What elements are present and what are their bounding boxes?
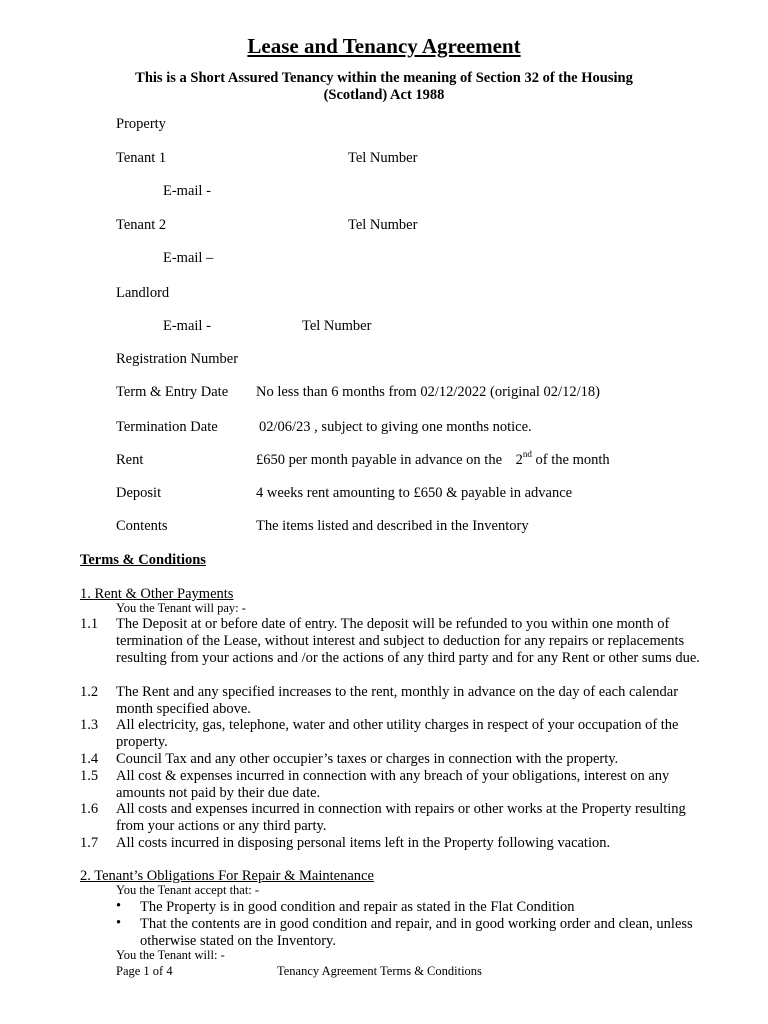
tenant2-tel-label: Tel Number [348, 217, 418, 233]
termination-value: 02/06/23 , subject to giving one months notice. [259, 419, 532, 435]
item-text: All electricity, gas, telephone, water and other utility charges in respect of your occupation of the property. [116, 717, 679, 750]
deposit-label: Deposit [116, 485, 162, 501]
landlord-email-label: E-mail - [163, 318, 211, 334]
tenant2-label: Tenant 2 [116, 217, 167, 233]
page-number: Page 1 of 4 [116, 964, 173, 978]
bullet-icon: • [116, 915, 122, 931]
item-text: All cost & expenses incurred in connection with any breach of your obligations, interest on any amounts not paid by their due date. [116, 768, 670, 801]
footer-doc-title: Tenancy Agreement Terms & Conditions [277, 964, 482, 978]
deposit-value: 4 weeks rent amounting to £650 & payable in advance [256, 485, 573, 501]
item-text: Council Tax and any other occupier’s taxes or charges in connection with the property. [116, 751, 619, 767]
rent-value-text: £650 per month payable in advance on the [256, 452, 503, 468]
landlord-tel-label: Tel Number [302, 318, 372, 334]
tenant1-label: Tenant 1 [116, 150, 167, 166]
item-number: 1.2 [80, 684, 99, 700]
tenant1-tel-label: Tel Number [348, 150, 418, 166]
item-number: 1.5 [80, 768, 99, 784]
page-title: Lease and Tenancy Agreement [247, 34, 521, 58]
bullet-text: That the contents are in good condition and repair, and in good working order and clean, unless otherwise stated on the Inventory. [140, 916, 693, 949]
item-number: 1.6 [80, 801, 99, 817]
contents-value: The items listed and described in the Inventory [256, 518, 529, 534]
bullet-text: The Property is in good condition and repair as stated in the Flat Condition [140, 899, 575, 915]
section2-outro: You the Tenant will: - [116, 948, 225, 962]
item-text: All costs incurred in disposing personal items left in the Property following vacation. [116, 835, 611, 851]
rent-value [256, 449, 610, 469]
property-label: Property [116, 116, 166, 132]
bullet-icon: • [116, 898, 122, 914]
section2-heading: 2. Tenant’s Obligations For Repair & Maintenance [80, 868, 374, 884]
section1-heading: 1. Rent & Other Payments [80, 586, 234, 602]
item-number: 1.4 [80, 751, 99, 767]
item-number: 1.3 [80, 717, 99, 733]
item-text: The Deposit at or before date of entry. The deposit will be refunded to you within one month of termination of the Lease, without interest and subject to deduction for any repairs or replacements resulting from your actions and /or the actions of any third party and for any Rent or other sums due. [116, 616, 700, 666]
landlord-label: Landlord [116, 285, 170, 301]
section2-intro: You the Tenant accept that: - [116, 883, 260, 897]
rent-label: Rent [116, 452, 144, 468]
subtitle: This is a Short Assured Tenancy within the meaning of Section 32 of the Housing (Scotland) Act 1988 [135, 70, 633, 103]
item-number: 1.1 [80, 616, 99, 632]
contents-label: Contents [116, 518, 168, 534]
rent-day: 2 [515, 452, 523, 468]
rent-day-suffix: nd [522, 449, 532, 459]
item-number: 1.7 [80, 835, 99, 851]
term-label: Term & Entry Date [116, 384, 229, 400]
rent-value-end: of the month [535, 452, 610, 468]
terms-heading: Terms & Conditions [80, 552, 206, 568]
section1-intro: You the Tenant will pay: - [116, 601, 246, 615]
termination-label: Termination Date [116, 419, 218, 435]
tenant1-email-label: E-mail - [163, 183, 211, 199]
term-value: No less than 6 months from 02/12/2022 (original 02/12/18) [256, 384, 600, 400]
item-text: The Rent and any specified increases to the rent, monthly in advance on the day of each calendar month specified above. [116, 684, 679, 717]
tenant2-email-label: E-mail – [163, 250, 214, 266]
item-text: All costs and expenses incurred in connection with repairs or other works at the Property resulting from your actions or any third party. [116, 801, 686, 834]
registration-label: Registration Number [116, 351, 239, 367]
